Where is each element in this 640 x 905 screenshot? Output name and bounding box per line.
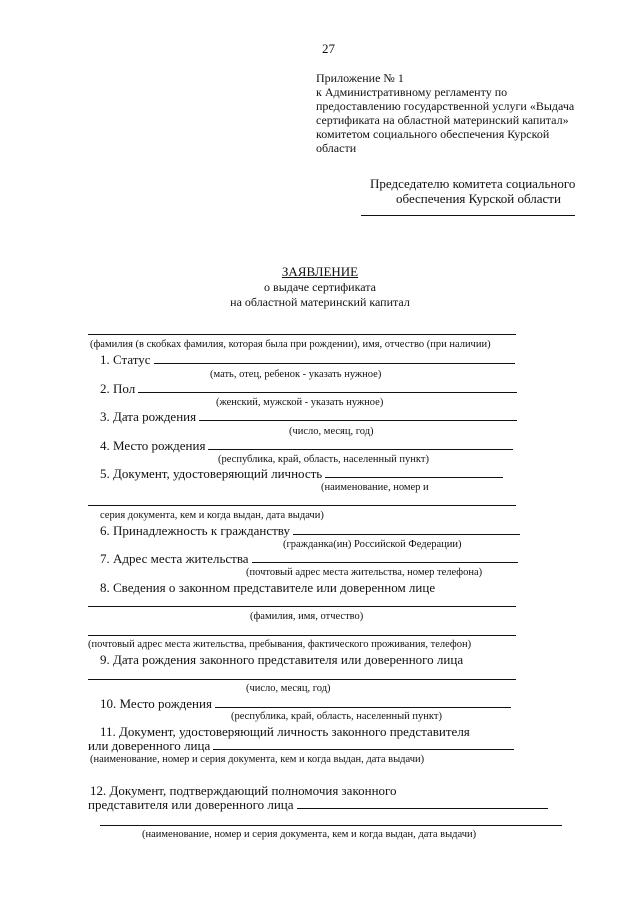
rep-authority-hint: (наименование, номер и серия документа, кем и когда выдан, дата выдачи) — [142, 829, 477, 840]
field-rep-birth-date-label: 9. Дата рождения законного представителя или доверенного лица — [100, 652, 464, 667]
status-hint: (мать, отец, ребенок - указать нужное) — [210, 369, 382, 380]
field-rep-authority-line — [297, 807, 548, 809]
birth-date-hint: (число, месяц, год) — [289, 426, 374, 437]
rep-authority-line-2 — [100, 825, 562, 826]
field-identity-document — [100, 467, 503, 480]
identity-document-line-2 — [88, 505, 516, 506]
field-rep-document-label-1: 11. Документ, удостоверяющий личность законного представителя — [100, 724, 470, 739]
identity-document-hint-b: серия документа, кем и когда выдан, дата выдачи) — [100, 510, 324, 521]
field-status — [100, 353, 515, 366]
field-address — [100, 552, 518, 565]
addressee-signature-line — [361, 215, 575, 216]
field-birth-date-line — [199, 419, 517, 421]
field-rep-birth-place — [100, 697, 511, 710]
fio-line — [88, 334, 516, 335]
field-address-label: 7. Адрес места жительства — [100, 551, 249, 566]
field-birth-place — [100, 439, 513, 452]
representative-address-line — [88, 635, 516, 636]
identity-document-hint-a: (наименование, номер и — [321, 482, 429, 493]
citizenship-hint: (гражданка(ин) Российской Федерации) — [283, 539, 462, 550]
addressee-line-2: обеспечения Курской области — [396, 191, 561, 206]
field-rep-authority-label-2: представителя или доверенного лица — [88, 797, 294, 812]
fio-hint: (фамилия (в скобках фамилия, которая была при рождении), имя, отчество (при наличии) — [90, 339, 491, 350]
field-birth-date-label: 3. Дата рождения — [100, 409, 197, 424]
field-rep-document-label-2: или доверенного лица — [88, 738, 211, 753]
appendix-line-6: области — [316, 141, 357, 155]
rep-document-hint: (наименование, номер и серия документа, кем и когда выдан, дата выдачи) — [90, 754, 425, 765]
field-rep-birth-place-line — [215, 706, 511, 708]
field-identity-document-label: 5. Документ, удостоверяющий личность — [100, 466, 323, 481]
field-gender-line — [138, 391, 517, 393]
field-birth-place-line — [208, 448, 513, 450]
representative-address-hint: (почтовый адрес места жительства, пребывания, фактического проживания, телефон) — [88, 639, 472, 650]
field-citizenship-label: 6. Принадлежность к гражданству — [100, 523, 290, 538]
field-rep-authority-label-1: 12. Документ, подтверждающий полномочия законного — [90, 783, 397, 798]
field-citizenship — [100, 524, 520, 537]
field-status-line — [154, 362, 515, 364]
appendix-line-1: Приложение № 1 — [316, 71, 404, 85]
title-line-1: ЗАЯВЛЕНИЕ — [281, 264, 359, 279]
appendix-line-2: к Административному регламенту по — [316, 85, 508, 99]
field-representative-label: 8. Сведения о законном представителе или доверенном лице — [100, 580, 436, 595]
title-line-2: о выдаче сертификата — [264, 280, 376, 294]
field-rep-authority — [88, 798, 548, 811]
gender-hint: (женский, мужской - указать нужное) — [216, 397, 384, 408]
appendix-line-3: предоставлению государственной услуги «Выдача — [316, 99, 575, 113]
appendix-line-5: комитетом социального обеспечения Курской — [316, 127, 550, 141]
field-birth-date — [100, 410, 517, 423]
rep-birth-place-hint: (республика, край, область, населенный пункт) — [231, 711, 442, 722]
rep-birth-date-hint: (число, месяц, год) — [246, 683, 331, 694]
representative-fio-hint: (фамилия, имя, отчество) — [250, 611, 364, 622]
field-birth-place-label: 4. Место рождения — [100, 438, 206, 453]
field-address-line — [252, 561, 518, 563]
field-gender — [100, 382, 517, 395]
field-status-label: 1. Статус — [100, 352, 151, 367]
field-rep-birth-place-label: 10. Место рождения — [100, 696, 212, 711]
rep-birth-date-line — [88, 679, 516, 680]
birth-place-hint: (республика, край, область, населенный пункт) — [218, 454, 429, 465]
representative-fio-line — [88, 606, 516, 607]
title-line-3: на областной материнский капитал — [230, 295, 410, 309]
page-number: 27 — [322, 41, 335, 56]
address-hint: (почтовый адрес места жительства, номер телефона) — [246, 567, 483, 578]
addressee-line-1: Председателю комитета социального — [370, 176, 576, 191]
field-identity-document-line — [325, 476, 503, 478]
field-rep-document-line — [213, 748, 514, 750]
field-citizenship-line — [293, 533, 520, 535]
field-gender-label: 2. Пол — [100, 381, 136, 396]
field-rep-document — [88, 739, 514, 752]
appendix-line-4: сертификата на областной материнский капитал» — [316, 113, 569, 127]
